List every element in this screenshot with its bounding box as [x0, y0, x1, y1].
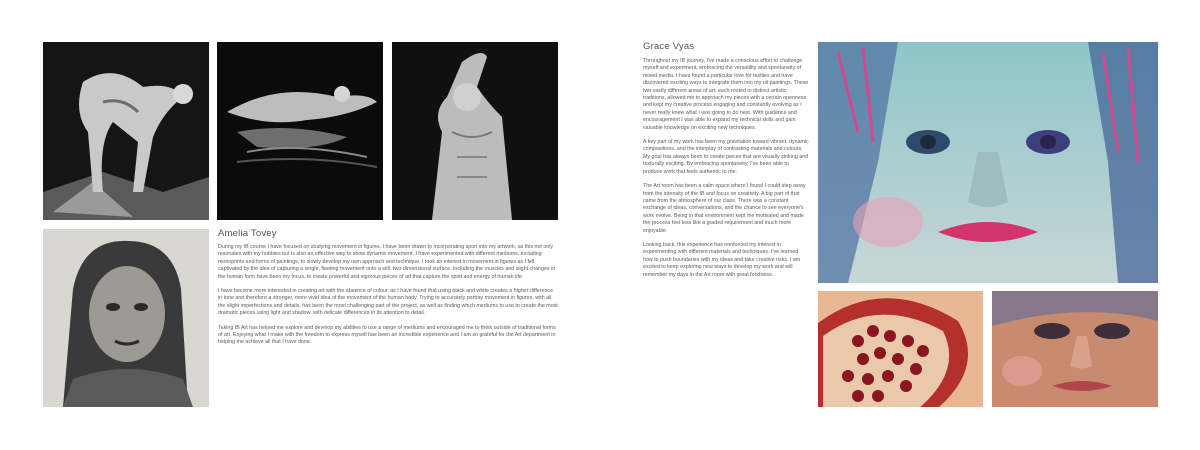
statement-paragraph: Looking back, this experience has reinforced my interest in experimenting with different materials and techniques. I've learned how to push boundaries with my ideas and take creative risks. I am excited to keep exploring new ways to develop my work and will remember my days in the Art room with great fondness.: [643, 241, 801, 278]
artwork-pomegranate: [818, 291, 983, 407]
statement-paragraph: Throughout my IB journey, I've made a conscious effort to challenge myself and experiment, embracing the versatility and spontaneity of mixed media. I have found a particular love for textiles and have discovered exciting ways to integrate them into my oil paintings. These two vastly different areas of art, each rooted in distinct artistic traditions, allowed me to approach my pieces with a certain openness and kept my creative process engaging and constantly evolving as I never really knew what I was going to do next. With guidance and encouragement I was able to expand my technical skills and gain valuable knowledge on exciting new techniques.: [643, 58, 809, 131]
artist-statement-amelia: [218, 244, 558, 354]
statement-paragraph: The Art room has been a calm space where I found I could step away from the intensity of the IB and focus on creativity. A big part of that came from the atmosphere of our class. There was a constant exchange of ideas, conversations, and the chance to see everyone's work evolve. Being in that environment kept me motivated and made the process feel less like a graded requirement and much more enjoyable.: [643, 183, 806, 234]
artist-name-amelia: Amelia Tovey: [218, 228, 277, 239]
statement-paragraph: A key part of my work has been my gravitation toward vibrant, dynamic compositions, and the interplay of contrasting materials and colours. My goal has always been to create pieces that are visually striking and texturally exciting. By embracing spontaneity, I've been able to produce work that feels authentic to me.: [643, 139, 809, 175]
artwork-face-closeup: [992, 291, 1158, 407]
artwork-male-torso: [392, 42, 558, 220]
artist-statement-grace: [643, 58, 809, 286]
artwork-swimmer: [217, 42, 383, 220]
statement-paragraph: I have become more interested in creating art with the absence of colour, as I have found that using black and white creates a higher difference in tone and therefore a stronger, more vivid idea of the movement of the human body. Trying to accurately portray movement in figures, with all the slight imperfections and details, has been the most challenging part of the project, as well as finding which mediums to use to create the most dramatic pieces using light and shadow, with delicate differences in its attention to detail.: [218, 288, 558, 317]
artwork-colorful-face: [818, 42, 1158, 283]
artwork-monochrome-portrait: [43, 229, 209, 407]
statement-paragraph: Taking IB Art has helped me explore and develop my abilities to use a range of mediums and encouraged me to think outside of traditional forms of art. Enjoying what I make with the freedom to express myself has been an incredible experience and I am so grateful for the Art department in helping me achieve all that I have done.: [218, 324, 556, 346]
statement-paragraph: During my IB course I have focused on studying movement in figures. I have been drawn to incorporating sport into my artwork, as this not only resonates with my hobbies but is also an effective way to show dynamic movement. I have experimented with different mediums, including monoprints and forms of paintings, to slowly develop my own approach and technique. I took an interest in movement in figures as I felt captivated by the idea of capturing a single, fleeting movement onto a still, two-dimensional surface. Including the muscles and slight changes in the human form have been my focus, to create powerful and vigorous pieces of art that capture the spirit and energy of human life.: [218, 244, 556, 280]
artwork-crouching-figure: [43, 42, 209, 220]
artist-name-grace: Grace Vyas: [643, 41, 695, 52]
